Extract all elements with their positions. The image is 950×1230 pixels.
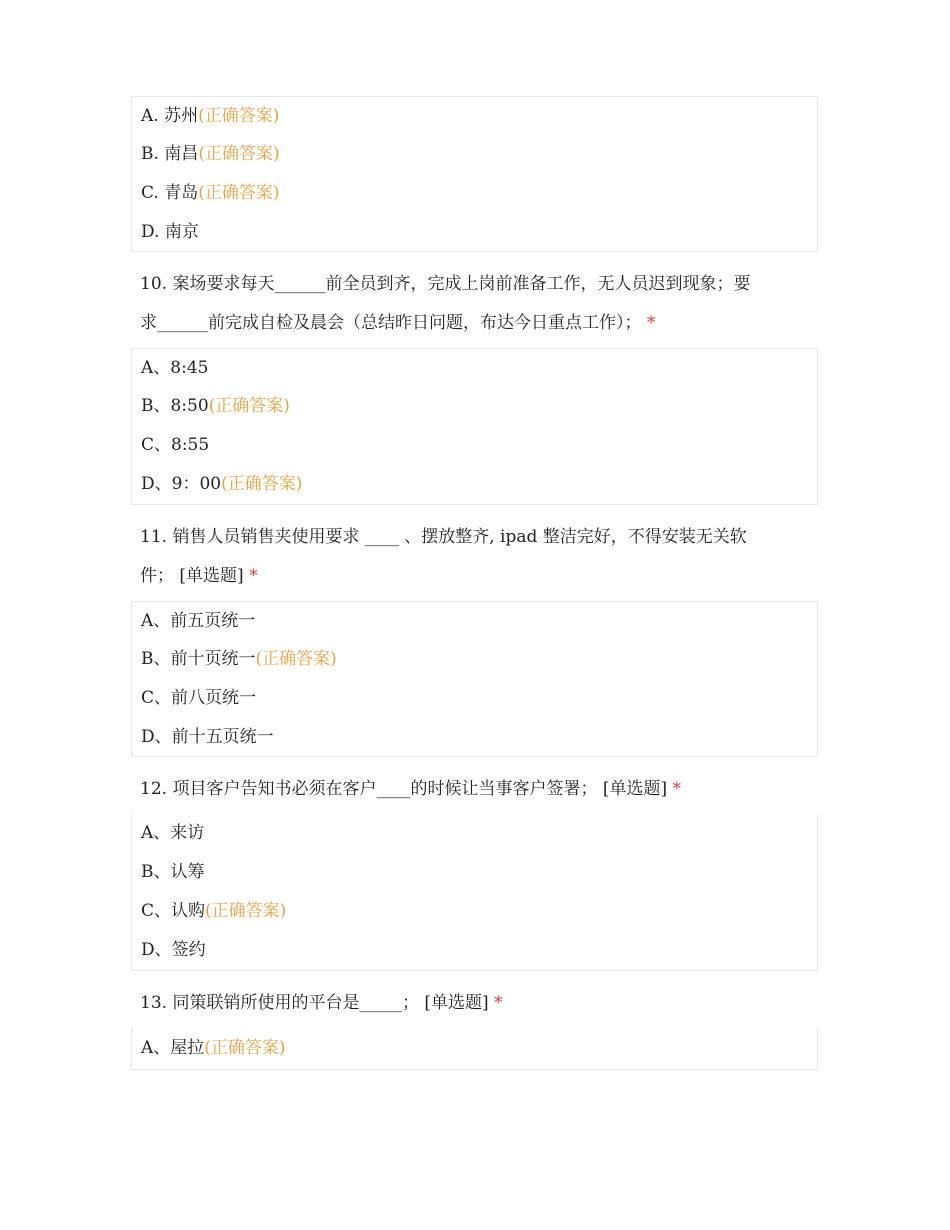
question-12-title bbox=[140, 777, 681, 801]
question-text: 求______前完成自检及晨会（总结昨日问题，布达今日重点工作）； bbox=[140, 313, 642, 333]
option-b bbox=[141, 860, 205, 884]
option-text: A、前五页统一 bbox=[141, 611, 256, 631]
question-9-options bbox=[131, 96, 818, 252]
question-11-title bbox=[140, 525, 747, 549]
required-mark: * bbox=[494, 993, 503, 1013]
option-c bbox=[141, 181, 279, 205]
question-13-title bbox=[140, 991, 503, 1015]
option-d bbox=[141, 220, 199, 244]
option-a bbox=[141, 104, 279, 128]
option-c bbox=[141, 433, 209, 457]
option-text: B. 南昌 bbox=[141, 144, 199, 164]
option-a bbox=[141, 1036, 286, 1060]
required-mark: * bbox=[646, 313, 656, 333]
option-text: B、8:50 bbox=[141, 396, 209, 416]
question-text: 件； [单选题] bbox=[140, 566, 244, 586]
option-text: D. 南京 bbox=[141, 222, 199, 242]
question-12-options bbox=[131, 814, 818, 971]
correct-answer-mark: (正确答案) bbox=[205, 901, 287, 921]
option-text: C. 青岛 bbox=[141, 183, 199, 203]
question-text: 12. 项目客户告知书必须在客户____的时候让当事客户签署； [单选题] bbox=[140, 779, 668, 799]
option-c bbox=[141, 686, 256, 710]
question-10-title bbox=[140, 272, 750, 296]
correct-answer-mark: (正确答案) bbox=[255, 649, 337, 669]
question-13-options bbox=[131, 1028, 818, 1070]
option-b bbox=[141, 647, 337, 671]
required-mark: * bbox=[249, 566, 258, 586]
correct-answer-mark: (正确答案) bbox=[208, 396, 290, 416]
question-text: 10. 案场要求每天______前全员到齐，完成上岗前准备工作，无人员迟到现象；要 bbox=[140, 274, 751, 294]
option-text: C、认购 bbox=[141, 901, 206, 921]
option-a bbox=[141, 609, 255, 633]
option-text: A、来访 bbox=[141, 823, 205, 843]
option-text: A、屋拉 bbox=[141, 1038, 205, 1058]
option-text: D、签约 bbox=[141, 940, 206, 960]
option-a bbox=[141, 356, 208, 380]
required-mark: * bbox=[672, 779, 682, 799]
option-d bbox=[141, 938, 206, 962]
option-text: A. 苏州 bbox=[141, 106, 199, 126]
question-11-options bbox=[131, 601, 818, 757]
correct-answer-mark: (正确答案) bbox=[198, 183, 280, 203]
option-text: B、前十页统一 bbox=[141, 649, 256, 669]
option-a bbox=[141, 821, 204, 845]
option-text: C、8:55 bbox=[141, 435, 210, 455]
option-c bbox=[141, 899, 286, 923]
option-text: D、9：00 bbox=[141, 474, 222, 494]
question-11-title-cont bbox=[140, 564, 258, 588]
question-10-options bbox=[131, 348, 818, 505]
correct-answer-mark: (正确答案) bbox=[221, 474, 303, 494]
question-text: 13. 同策联销所使用的平台是_____； [单选题] bbox=[140, 993, 489, 1013]
correct-answer-mark: (正确答案) bbox=[198, 144, 280, 164]
correct-answer-mark: (正确答案) bbox=[204, 1038, 286, 1058]
option-b bbox=[141, 394, 290, 418]
question-10-title-cont bbox=[140, 311, 655, 335]
option-d bbox=[141, 472, 302, 496]
option-d bbox=[141, 725, 274, 749]
option-text: D、前十五页统一 bbox=[141, 727, 274, 747]
question-text: 11. 销售人员销售夹使用要求 ____ 、摆放整齐, ipad 整洁完好，不得安装无关软 bbox=[140, 527, 747, 547]
correct-answer-mark: (正确答案) bbox=[198, 106, 280, 126]
option-text: C、前八页统一 bbox=[141, 688, 257, 708]
option-b bbox=[141, 142, 280, 166]
option-text: B、认筹 bbox=[141, 862, 205, 882]
option-text: A、8:45 bbox=[141, 358, 209, 378]
